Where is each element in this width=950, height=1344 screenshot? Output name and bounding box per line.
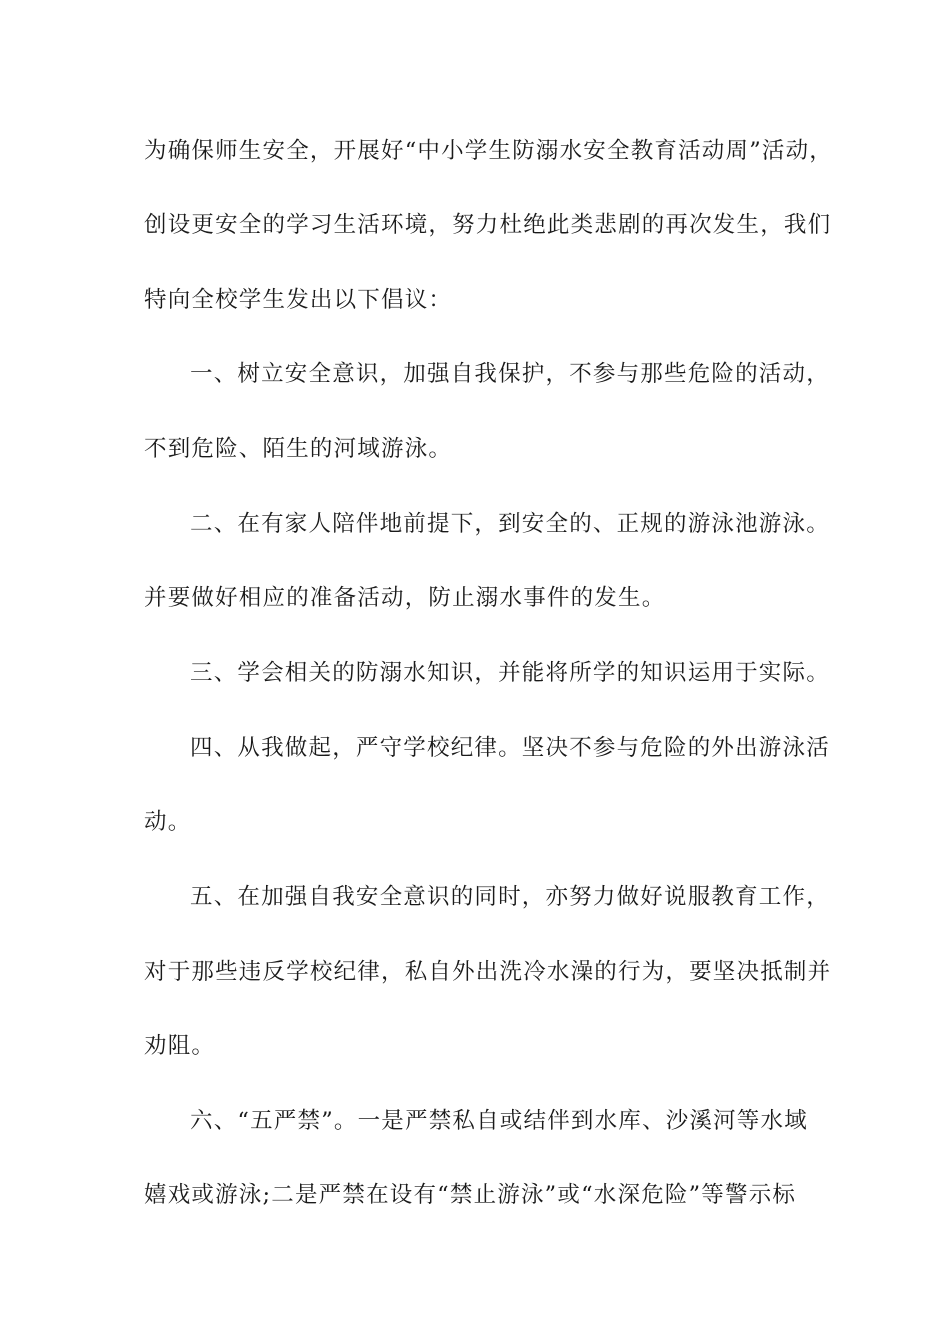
text-line-12: 对于那些违反学校纪律，私自外出洗冷水澡的行为，要坚决抵制并 xyxy=(144,959,832,985)
text-line-10: 动。 xyxy=(144,809,192,835)
text-line-3: 特向全校学生发出以下倡议： xyxy=(144,287,453,313)
text-line-15: 嬉戏或游泳;二是严禁在设有“禁止游泳”或“水深危险”等警示标 xyxy=(144,1182,797,1208)
text-line-9: 四、从我做起，严守学校纪律。坚决不参与危险的外出游泳活 xyxy=(190,735,830,761)
text-line-7: 并要做好相应的准备活动，防止溺水事件的发生。 xyxy=(144,585,666,611)
text-line-5: 不到危险、陌生的河域游泳。 xyxy=(144,436,453,462)
text-line-8: 三、学会相关的防溺水知识，并能将所学的知识运用于实际。 xyxy=(190,660,830,686)
text-line-4: 一、树立安全意识，加强自我保护，不参与那些危险的活动， xyxy=(190,361,830,387)
text-line-1: 为确保师生安全，开展好“中小学生防溺水安全教育活动周”活动， xyxy=(144,138,834,164)
text-line-6: 二、在有家人陪伴地前提下，到安全的、正规的游泳池游泳。 xyxy=(190,511,830,537)
text-line-14: 六、“五严禁”。一是严禁私自或结伴到水库、沙溪河等水域 xyxy=(190,1108,808,1134)
text-line-2: 创设更安全的学习生活环境，努力杜绝此类悲剧的再次发生，我们 xyxy=(144,212,832,238)
text-line-11: 五、在加强自我安全意识的同时，亦努力做好说服教育工作， xyxy=(190,884,830,910)
text-line-13: 劝阻。 xyxy=(144,1033,216,1059)
